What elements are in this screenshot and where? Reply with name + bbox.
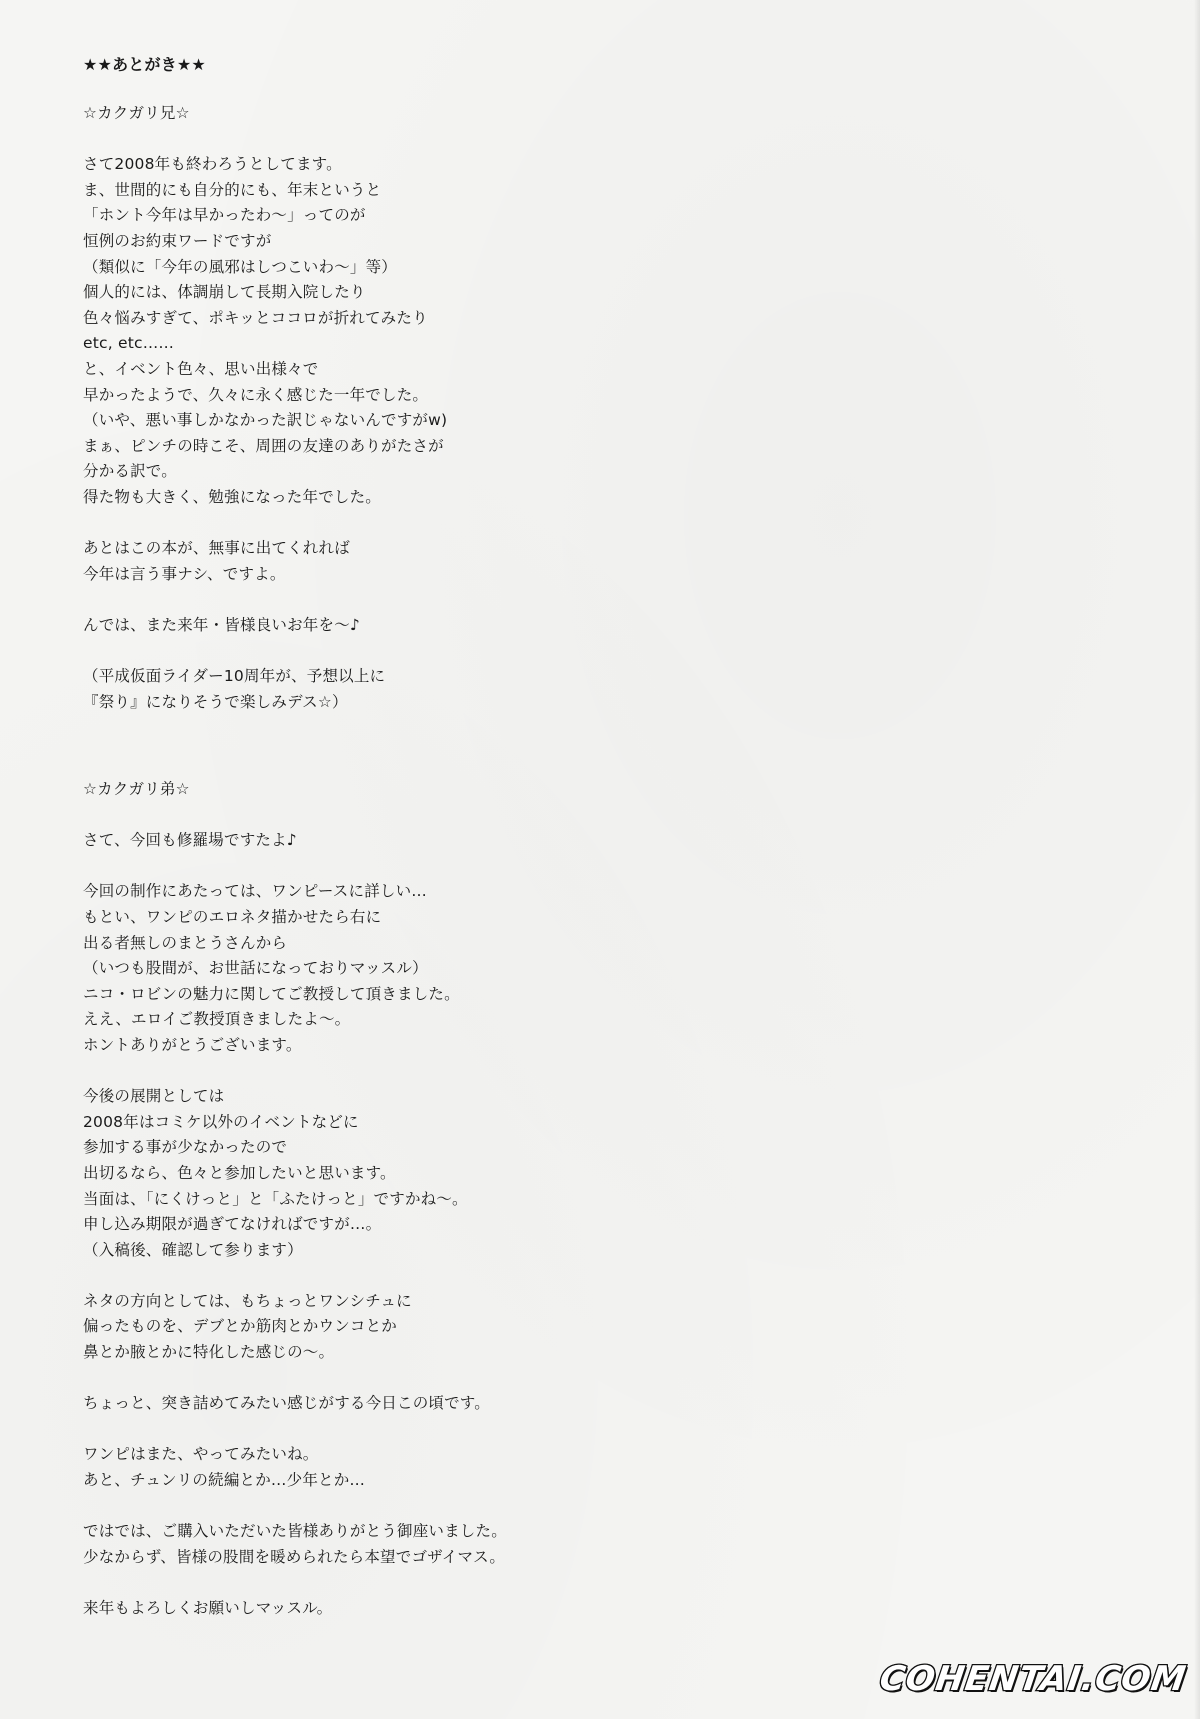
text-line: （平成仮面ライダー10周年が、予想以上に [83,667,386,686]
page-edge-shadow [1194,0,1200,1719]
text-line: 「ホント今年は早かったわ～」ってのが [83,206,366,225]
blank-line [83,587,1083,613]
text-line: （類似に「今年の風邪はしつこいわ～」等） [83,257,398,276]
text-line: さて2008年も終わろうとしてます。 [83,155,342,174]
afterword-title: ★★あとがき★★ [83,55,206,74]
text-line: ネタの方向としては、もちょっとワンシチュに [83,1291,412,1310]
section-heading-ani: ☆カクガリ兄☆ [83,104,190,122]
blank-line [83,511,1083,537]
text-line: あと、チュンリの続編とか…少年とか… [83,1471,366,1490]
text-line: ホントありがとうございます。 [83,1035,302,1054]
text-line: 今年は言う事ナシ、ですよ。 [83,564,286,583]
text-line: んでは、また来年・皆様良いお年を～♪ [83,615,360,634]
text-line: 鼻とか腋とかに特化した感じの～。 [83,1343,335,1362]
text-line: 得た物も大きく、勉強になった年でした。 [83,487,381,506]
text-line: 少なからず、皆様の股間を暖められたら本望でゴザイマス。 [83,1547,506,1566]
text-line: 当面は、「にくけっと」と「ふたけっと」ですかね～。 [83,1189,468,1208]
section-body-ototo [83,803,1083,1622]
text-line: ニコ・ロビンの魅力に関してご教授して頂きました。 [83,984,460,1003]
text-line: さて、今回も修羅場ですたよ♪ [83,831,297,850]
blank-line [83,854,1083,880]
text-line: 色々悩みすぎて、ポキッとココロが折れてみたり [83,308,428,327]
text-line: 早かったようで、久々に永く感じた一年でした。 [83,385,429,404]
blank-line [83,638,1083,664]
section-kakugari-ototo [83,777,1083,1622]
section-heading-ototo: ☆カクガリ弟☆ [83,780,190,798]
text-line: 分かる訳で。 [83,462,177,481]
text-line: と、イベント色々、思い出様々で [83,359,319,378]
text-line: 恒例のお約束ワードですが [83,231,272,250]
text-line: 個人的には、体調崩して長期入院したり [83,283,366,302]
section-body-ani [83,127,1083,716]
text-line: 『祭り』になりそうで楽しみデス☆） [83,692,348,711]
text-line: 今後の展開としては [83,1087,225,1106]
blank-line [83,1263,1083,1289]
text-line: 出る者無しのまとうさんから [83,933,288,952]
afterword-title-block [83,52,1083,78]
text-line: 2008年はコミケ以外のイベントなどに [83,1112,359,1131]
site-watermark [877,1650,1189,1708]
blank-line [83,803,1083,829]
text-line: （いや、悪い事しかなかった訳じゃないんですがw) [83,411,448,430]
text-line: 偏ったものを、デブとか筋肉とかウンコとか [83,1317,398,1336]
text-line: ええ、エロイご教授頂きましたよ～。 [83,1010,351,1029]
text-line: 来年もよろしくお願いしマッスル。 [83,1599,333,1617]
text-line: 今回の制作にあたっては、ワンピースに詳しい… [83,882,428,901]
blank-line [83,1570,1083,1596]
text-line: もとい、ワンピのエロネタ描かせたら右に [83,907,382,926]
text-line: （入稿後、確認して参ります） [83,1240,303,1259]
blank-line [83,1494,1083,1520]
text-line: あとはこの本が、無事に出てくれれば [83,539,350,558]
section-kakugari-ani [83,101,1083,715]
text-line: 出切るなら、色々と参加したいと思います。 [83,1163,396,1182]
text-line: ちょっと、突き詰めてみたい感じがする今日この頃です。 [83,1394,490,1413]
watermark-text: COHENTAI.COM [877,1659,1189,1699]
text-line: （いつも股間が、お世話になっておりマッスル） [83,959,428,978]
text-line: ワンピはまた、やってみたいね。 [83,1445,319,1464]
text-line: ではでは、ご購入いただいた皆様ありがとう御座いました。 [83,1522,507,1541]
text-line: 参加する事が少なかったので [83,1138,288,1157]
blank-line [83,1366,1083,1392]
blank-line [83,1417,1083,1443]
text-line: etc, etc…… [83,334,175,353]
text-line: 申し込み期限が過ぎてなければですが…。 [83,1215,382,1234]
blank-line [83,127,1083,153]
blank-line [83,1059,1083,1085]
text-line: まぁ、ピンチの時こそ、周囲の友達のありがたさが [83,436,444,455]
text-line: ま、世間的にも自分的にも、年末というと [83,180,382,199]
